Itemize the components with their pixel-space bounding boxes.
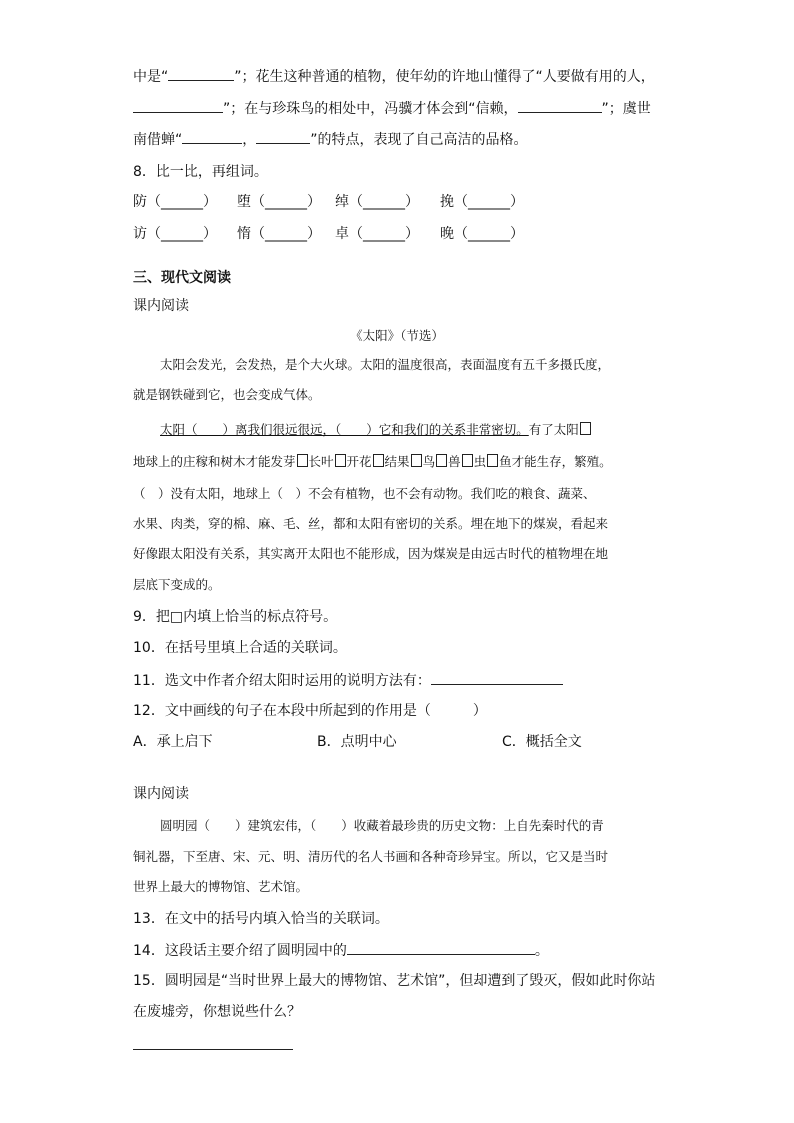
passage-line: 层底下变成的。: [133, 577, 221, 592]
question-8: 8．比一比，再组词。: [133, 164, 268, 180]
punctuation-box[interactable]: [462, 454, 473, 467]
answer-blank[interactable]: [133, 98, 223, 113]
punctuation-box[interactable]: [373, 454, 384, 467]
punctuation-box[interactable]: [436, 454, 447, 467]
word-pair[interactable]: 访（______）: [133, 226, 217, 242]
underlined-sentence: 太阳（ ）离我们很远很远，（ ）它和我们的关系非常密切。: [160, 422, 529, 437]
passage-line: 好像跟太阳没有关系，其实离开太阳也不能形成，因为煤炭是由远古时代的植物埋在地: [133, 546, 609, 561]
fill-line-3: 南借蝉“ ， ”的特点，表现了自己高洁的品格。: [133, 129, 528, 150]
question-14: 14．这段话主要介绍了圆明园中的 。: [133, 940, 549, 961]
answer-blank[interactable]: [182, 129, 242, 144]
passage-line: 就是钢铁碰到它，也会变成气体。: [133, 387, 321, 402]
answer-blank[interactable]: [168, 66, 234, 81]
word-pair[interactable]: 挽（______）: [440, 194, 524, 210]
passage-line: 圆明园（ ）建筑宏伟，（ ）收藏着最珍贵的历史文物：上自先秦时代的青: [160, 818, 604, 833]
passage-line: 水果、肉类，穿的棉、麻、毛、丝，都和太阳有密切的关系。埋在地下的煤炭，看起来: [133, 516, 609, 531]
question-12: 12．文中画线的句子在本段中所起到的作用是（ ）: [133, 703, 487, 719]
passage-line: （ ）没有太阳，地球上（ ）不会有植物，也不会有动物。我们吃的粮食、蔬菜、: [133, 486, 596, 501]
word-pair[interactable]: 堕（______）: [237, 194, 321, 210]
fill-line-2: ”；在与珍珠鸟的相处中，冯骥才体会到“信赖， ”；虞世: [133, 98, 651, 119]
question-9: 9．把□内填上恰当的标点符号。: [133, 609, 338, 625]
fill-line-1: 中是“ ”；花生这种普通的植物，使年幼的许地山懂得了“人要做有用的人，: [133, 66, 655, 87]
question-13: 13．在文中的括号内填入恰当的关联词。: [133, 911, 389, 927]
answer-blank[interactable]: [518, 98, 602, 113]
option-b[interactable]: B．点明中心: [317, 734, 397, 750]
passage-line: 地球上的庄稼和树木才能发芽 长叶 开花 结果 鸟 兽 虫 鱼才能生存，繁殖。: [133, 454, 612, 469]
punctuation-box[interactable]: [297, 454, 308, 467]
section-label: 课内阅读: [133, 298, 189, 314]
punctuation-box[interactable]: [335, 454, 346, 467]
word-pair[interactable]: 惰（______）: [237, 226, 321, 242]
question-10: 10．在括号里填上合适的关联词。: [133, 640, 347, 656]
answer-blank[interactable]: [431, 670, 563, 685]
question-11: 11．选文中作者介绍太阳时运用的说明方法有：: [133, 670, 563, 691]
section-label: 课内阅读: [133, 786, 189, 802]
word-pair[interactable]: 绰（______）: [335, 194, 419, 210]
answer-blank[interactable]: [256, 129, 310, 144]
word-pair[interactable]: 防（______）: [133, 194, 217, 210]
answer-blank[interactable]: [347, 940, 535, 955]
punctuation-box[interactable]: [487, 454, 498, 467]
question-15: 15．圆明园是“当时世界上最大的博物馆、艺术馆”，但却遭到了毁灭，假如此时你站: [133, 973, 656, 989]
punctuation-box[interactable]: [580, 422, 591, 435]
passage-line: 世界上最大的博物馆、艺术馆。: [133, 879, 309, 894]
passage-line: 太阳（ ）离我们很远很远，（ ）它和我们的关系非常密切。有了太阳: [160, 420, 592, 440]
section-heading: 三、现代文阅读: [133, 270, 231, 286]
passage-title: 《太阳》（节选）: [350, 328, 444, 343]
punctuation-box[interactable]: [411, 454, 422, 467]
option-c[interactable]: C．概括全文: [502, 734, 582, 750]
word-pair[interactable]: 卓（______）: [335, 226, 419, 242]
passage-line: 太阳会发光，会发热，是个大火球。太阳的温度很高，表面温度有五千多摄氏度，: [160, 357, 611, 372]
question-15-cont: 在废墟旁，你想说些什么？: [133, 1004, 301, 1020]
option-a[interactable]: A．承上启下: [133, 734, 213, 750]
word-pair[interactable]: 晚（______）: [440, 226, 524, 242]
passage-line: 铜礼器，下至唐、宋、元、明、清历代的名人书画和各种奇珍异宝。所以，它又是当时: [133, 849, 609, 864]
answer-line[interactable]: [133, 1049, 293, 1050]
